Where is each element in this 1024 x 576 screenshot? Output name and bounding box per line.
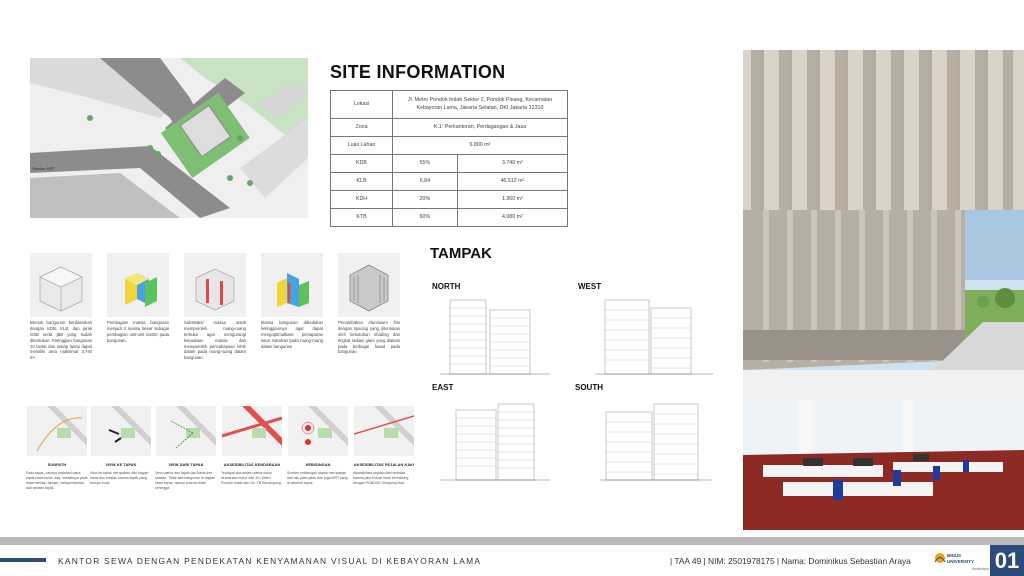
logo-line-1: BINUS xyxy=(947,553,962,558)
analysis-desc-view-to-site: View ke tapak merupakan dari bagian barat dan selatan karena tapak yang berupa hook. xyxy=(90,471,149,485)
massing-description-3: Substraksi massa untuk memperoleh ruang-ruang terbuka agar mengurangi kepadatan massa dan memperoleh pencahayaan lebih dalam pada ruang-ruang dalam bangunan. xyxy=(184,320,246,361)
label-kdh: KDH xyxy=(331,191,393,209)
site-map xyxy=(30,58,308,218)
elevation-west xyxy=(595,296,713,380)
analysis-map-vehicle-access xyxy=(222,406,282,456)
label-ktb: KTB xyxy=(331,209,393,227)
massing-description-5: Penambahan Aluminium fins dengan spacing yang ditentukan oleh kebutuhan shading dan tingkat radiasi glare yang dialami pada berbagai fasad pada bangunan xyxy=(338,320,400,355)
table-row xyxy=(331,119,568,137)
analysis-desc-sunpath: Pada tapak, cahaya matahari utara tapak pada bulan Juni, sebaliknya pada bulan sekitar Januari, cahaya berasal dari selatan tapak. xyxy=(26,471,88,490)
site-information-title: SITE INFORMATION xyxy=(330,62,506,82)
student-meta: | TAA 49 | NIM: 2501978175 | Nama: Dominikus Sebastian Araya xyxy=(670,556,911,566)
massing-diagram-1 xyxy=(30,253,92,317)
value-klb: 46.512 m² xyxy=(457,173,567,191)
value-lokasi: Jl. Metro Pondok Indah Sektor 2, Pondok Pinang, Kecamatan Kebayoran Lama, Jakarta Selatan, DKI Jakarta 12310 xyxy=(393,91,568,119)
facade-fins-render xyxy=(743,50,1024,210)
pct-klb: 6,84 xyxy=(393,173,458,191)
analysis-label-view-from-site: VIEW DARI TAPAK xyxy=(168,463,204,467)
elevation-south xyxy=(600,400,712,484)
analysis-label-view-to-site: VIEW KE TAPAK xyxy=(105,463,137,467)
building-exterior-render xyxy=(743,210,1024,370)
table-row xyxy=(331,155,568,173)
label-lokasi: Lokasi xyxy=(331,91,393,119)
analysis-desc-view-from-site: View utama dari tapak dari barat dan selatan. Tidak ada bangunan di bagian utara tapak, namun potensi tidak sehingga xyxy=(155,471,216,490)
value-kdh: 1.360 m² xyxy=(457,191,567,209)
elevation-east xyxy=(440,400,550,484)
analysis-desc-vehicle-access: Terdapat dua akses utama untuk kendaraan motor dari Jln. Metro Pondok Indah dan Jln. TB Simatupang. xyxy=(221,471,282,485)
massing-diagram-2 xyxy=(107,253,169,317)
station-label: Stasiun MRT xyxy=(32,166,56,171)
analysis-desc-pedestrian-access: Aksesibilitas pejalan kaki terbatas karena jalur trotoar tidak berhubung dengan PONDOK Shopping Mall. xyxy=(353,471,409,485)
analysis-map-noise xyxy=(288,406,348,456)
analysis-label-vehicle-access: AKSESIBILITAS KENDARAAN xyxy=(223,463,281,467)
logo-text xyxy=(947,553,974,564)
analysis-map-view-from-site xyxy=(156,406,216,456)
table-row xyxy=(331,91,568,119)
analysis-label-noise: KEBISINGAN xyxy=(305,463,331,467)
logo-line-2: UNIVERSITY xyxy=(947,558,975,564)
footer-accent-bar xyxy=(0,558,46,562)
office-interior-render xyxy=(743,370,1024,530)
project-title: KANTOR SEWA DENGAN PENDEKATAN KENYAMANAN VISUAL DI KEBAYORAN LAMA xyxy=(58,556,482,566)
value-luas: 6.800 m² xyxy=(393,137,568,155)
massing-description-2: Pembagian massa bangunan menjadi 3 massa besar sebagai pembagian unit-unit kantor pada bangunan. xyxy=(107,320,169,343)
value-zona: K.1: Perkantoran, Perdagangan & Jasa xyxy=(393,119,568,137)
massing-diagram-4 xyxy=(261,253,323,317)
value-ktb: 4.080 m² xyxy=(457,209,567,227)
analysis-label-pedestrian-access: AKSESIBILITAS PEJALAN KAKI xyxy=(353,463,415,467)
elevation-label-east: EAST xyxy=(432,383,454,392)
massing-description-1: Bentuk bangunan berdasarkan dengan KDB, KLB, dan jarak GSB serta jBB yang sudah ditentukan. Ketinggian bangunan 10 lantai dan setiap lantai dapat memiliki area maksimal 3.740 m². xyxy=(30,320,92,361)
analysis-map-sunpath xyxy=(27,406,87,456)
table-row xyxy=(331,173,568,191)
analysis-map-pedestrian-access xyxy=(354,406,414,456)
tampak-title: TAMPAK xyxy=(430,245,492,262)
table-row xyxy=(331,137,568,155)
label-klb: KLB xyxy=(331,173,393,191)
elevation-label-west: WEST xyxy=(578,282,602,291)
analysis-map-view-to-site xyxy=(91,406,151,456)
pct-kdh: 20% xyxy=(393,191,458,209)
massing-diagram-5 xyxy=(338,253,400,317)
label-luas: Luas Lahan xyxy=(331,137,393,155)
elevation-north xyxy=(440,296,550,380)
elevation-label-north: NORTH xyxy=(432,282,461,291)
label-kdb: KDB xyxy=(331,155,393,173)
massing-diagram-3 xyxy=(184,253,246,317)
analysis-desc-noise: Sumber kebisingan utama merupakan dari lalu jalan-jalan dan juga MRT yang di sebelah tapak. xyxy=(287,471,348,485)
massing-description-4: Massa bangunan dibedakan ketinggiannya agar dapat mengoptimalkase pemaparan sinar matahari pada ruang-ruang dalam bangunan xyxy=(261,320,323,349)
label-zona: Zona xyxy=(331,119,393,137)
pct-kdb: 55% xyxy=(393,155,458,173)
table-row xyxy=(331,191,568,209)
site-information-table xyxy=(330,90,568,227)
value-kdb: 3.740 m² xyxy=(457,155,567,173)
logo-sub: Architecture xyxy=(972,567,990,571)
elevation-label-south: SOUTH xyxy=(575,383,603,392)
analysis-label-sunpath: SUNPATH xyxy=(47,463,67,467)
pct-ktb: 60% xyxy=(393,209,458,227)
footer-band xyxy=(0,537,1024,545)
table-row xyxy=(331,209,568,227)
page-number: 01 xyxy=(990,545,1024,576)
